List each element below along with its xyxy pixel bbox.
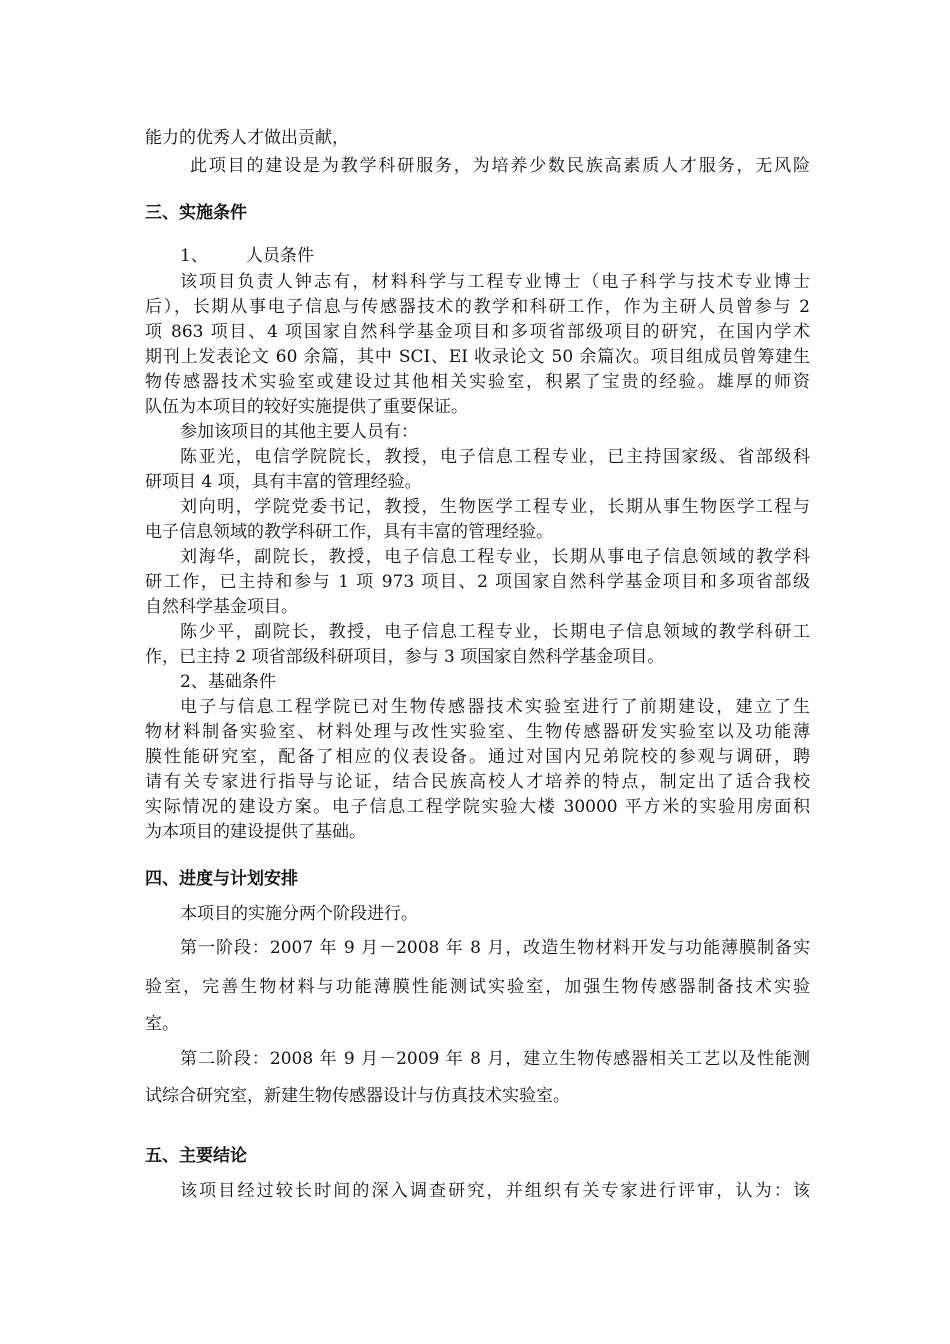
paragraph-line: 自然科学基金项目。 — [145, 597, 298, 617]
paragraph-line: 该项目负责人钟志有，材料科学与工程专业博士（电子科学与技术专业博士 — [180, 272, 810, 292]
paragraph-line: 项 863 项目、4 项国家自然科学基金项目和多项省部级项目的研究，在国内学术 — [145, 322, 810, 342]
paragraph-line: 电子信息领域的教学科研工作，具有丰富的管理经验。 — [145, 522, 553, 542]
paragraph-line: 膜性能研究室，配备了相应的仪表设备。通过对国内兄弟院校的参观与调研，聘 — [145, 747, 810, 767]
paragraph-line: 作，已主持 2 项省部级科研项目，参与 3 项国家自然科学基金项目。 — [145, 647, 665, 667]
paragraph-line: 实际情况的建设方案。电子信息工程学院实验大楼 30000 平方米的实验用房面积 — [145, 797, 810, 817]
paragraph-line: 第二阶段：2008 年 9 月－2009 年 8 月，建立生物传感器相关工艺以及性能测 — [180, 1049, 810, 1069]
paragraph-line: 试综合研究室，新建生物传感器设计与仿真技术实验室。 — [145, 1086, 570, 1106]
paragraph-line: 该项目经过较长时间的深入调查研究，并组织有关专家进行评审，认为：该 — [180, 1181, 810, 1201]
paragraph-line: 验室，完善生物材料与功能薄膜性能测试实验室，加强生物传感器制备技术实验 — [145, 977, 810, 997]
paragraph-line: 此项目的建设是为教学科研服务，为培养少数民族高素质人才服务，无风险 — [190, 156, 810, 176]
paragraph-line: 刘向明，学院党委书记，教授，生物医学工程专业，长期从事生物医学工程与 — [180, 497, 810, 517]
paragraph-line: 物材料制备实验室、材料处理与改性实验室、生物传感器研发实验室以及功能薄 — [145, 722, 810, 742]
section-heading-5: 五、主要结论 — [145, 1146, 247, 1166]
paragraph-line: 第一阶段：2007 年 9 月－2008 年 8 月，改造生物材料开发与功能薄膜制备实 — [180, 938, 810, 958]
section-heading-4: 四、进度与计划安排 — [145, 869, 298, 889]
paragraph-line: 研项目 4 项，具有丰富的管理经验。 — [145, 472, 422, 492]
paragraph-line: 电子与信息工程学院已对生物传感器技术实验室进行了前期建设，建立了生 — [180, 697, 810, 717]
paragraph-line: 室。 — [145, 1014, 179, 1034]
section-heading-3: 三、实施条件 — [145, 203, 247, 223]
item-heading: 2、基础条件 — [180, 672, 276, 692]
paragraph-line: 期刊上发表论文 60 余篇，其中 SCI、EI 收录论文 50 余篇次。项目组成员曾筹建生 — [145, 347, 810, 367]
paragraph-line: 物传感器技术实验室或建设过其他相关实验室，积累了宝贵的经验。雄厚的师资 — [145, 372, 810, 392]
paragraph-line: 刘海华，副院长，教授，电子信息工程专业，长期从事电子信息领域的教学科 — [180, 547, 810, 567]
paragraph-line: 后），长期从事电子信息与传感器技术的教学和科研工作，作为主研人员曾参与 2 — [145, 297, 810, 317]
item-label: 人员条件 — [246, 246, 314, 266]
paragraph-line: 陈亚光，电信学院院长，教授，电子信息工程专业，已主持国家级、省部级科 — [180, 447, 810, 467]
paragraph-line: 参加该项目的其他主要人员有： — [180, 422, 418, 442]
paragraph-line: 请有关专家进行指导与论证，结合民族高校人才培养的特点，制定出了适合我校 — [145, 772, 810, 792]
paragraph-line: 为本项目的建设提供了基础。 — [145, 822, 366, 842]
paragraph-line: 陈少平，副院长，教授，电子信息工程专业，长期电子信息领域的教学科研工 — [180, 622, 810, 642]
paragraph-line: 能力的优秀人才做出贡献， — [145, 128, 349, 148]
item-number: 1、 — [180, 246, 208, 266]
paragraph-line: 研工作，已主持和参与 1 项 973 项目、2 项国家自然科学基金项目和多项省部级 — [145, 572, 810, 592]
paragraph-line: 队伍为本项目的较好实施提供了重要保证。 — [145, 397, 468, 417]
paragraph-line: 本项目的实施分两个阶段进行。 — [180, 904, 418, 924]
